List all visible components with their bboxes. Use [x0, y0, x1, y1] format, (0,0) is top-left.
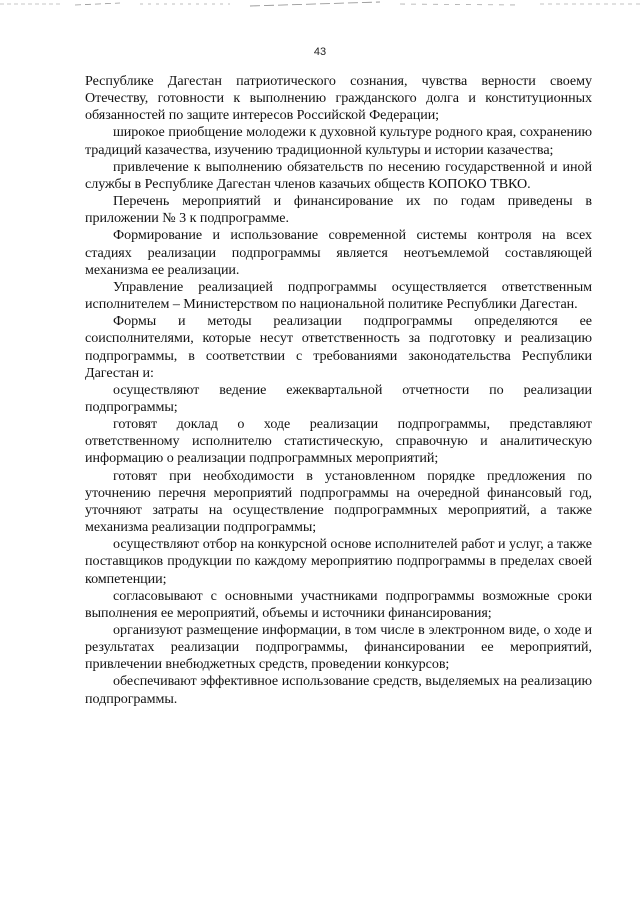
paragraph: широкое приобщение молодежи к духовной культуре родного края, сохранению традиций казачества, изучению традиционной культуры и истории казачества; — [85, 124, 592, 158]
scan-edge-artifact — [0, 0, 640, 10]
document-body — [85, 73, 592, 708]
paragraph: Формирование и использование современной системы контроля на всех стадиях реализации подпрограммы является неотъемлемой составляющей механизма ее реализации. — [85, 227, 592, 278]
paragraph: Перечень мероприятий и финансирование их по годам приведены в приложении № 3 к подпрограмме. — [85, 193, 592, 227]
paragraph: Формы и методы реализации подпрограммы определяются ее соисполнителями, которые несут ответственность за подготовку и реализацию подпрограммы, в соответствии с требованиями законодательства Республики Дагестан и: — [85, 313, 592, 381]
paragraph: привлечение к выполнению обязательств по несению государственной и иной службы в Республике Дагестан членов казачьих обществ КОПОКО ТВКО. — [85, 158, 592, 192]
paragraph: готовят при необходимости в установленном порядке предложения по уточнению перечня мероприятий подпрограммы на очередной финансовый год, уточняют затраты на осуществление подпрограммных мероприятий, а также механизма реализации подпрограммы; — [85, 467, 592, 536]
paragraph: обеспечивают эффективное использование средств, выделяемых на реализацию подпрограммы. — [85, 673, 592, 707]
page-number: 43 — [313, 46, 327, 58]
paragraph: готовят доклад о ходе реализации подпрограммы, представляют ответственному исполнителю статистическую, справочную и аналитическую информацию о реализации подпрограммных мероприятий; — [85, 416, 592, 467]
paragraph: осуществляют ведение ежеквартальной отчетности по реализации подпрограммы; — [85, 381, 592, 415]
paragraph: осуществляют отбор на конкурсной основе исполнителей работ и услуг, а также поставщиков продукции по каждому мероприятию подпрограммы в пределах своей компетенции; — [85, 536, 592, 587]
paragraph: Управление реализацией подпрограммы осуществляется ответственным исполнителем – Министерством по национальной политике Республики Дагестан. — [85, 278, 592, 313]
paragraph: Республике Дагестан патриотического сознания, чувства верности своему Отечеству, готовности к выполнению гражданского долга и конституционных обязанностей по защите интересов Российской Федерации; — [85, 73, 592, 124]
paragraph: согласовывают с основными участниками подпрограммы возможные сроки выполнения ее мероприятий, объемы и источники финансирования; — [85, 587, 592, 621]
paragraph: организуют размещение информации, в том числе в электронном виде, о ходе и результатах реализации подпрограммы, финансировании ее мероприятий, привлечении внебюджетных средств, проведении конкурсов; — [85, 622, 592, 673]
